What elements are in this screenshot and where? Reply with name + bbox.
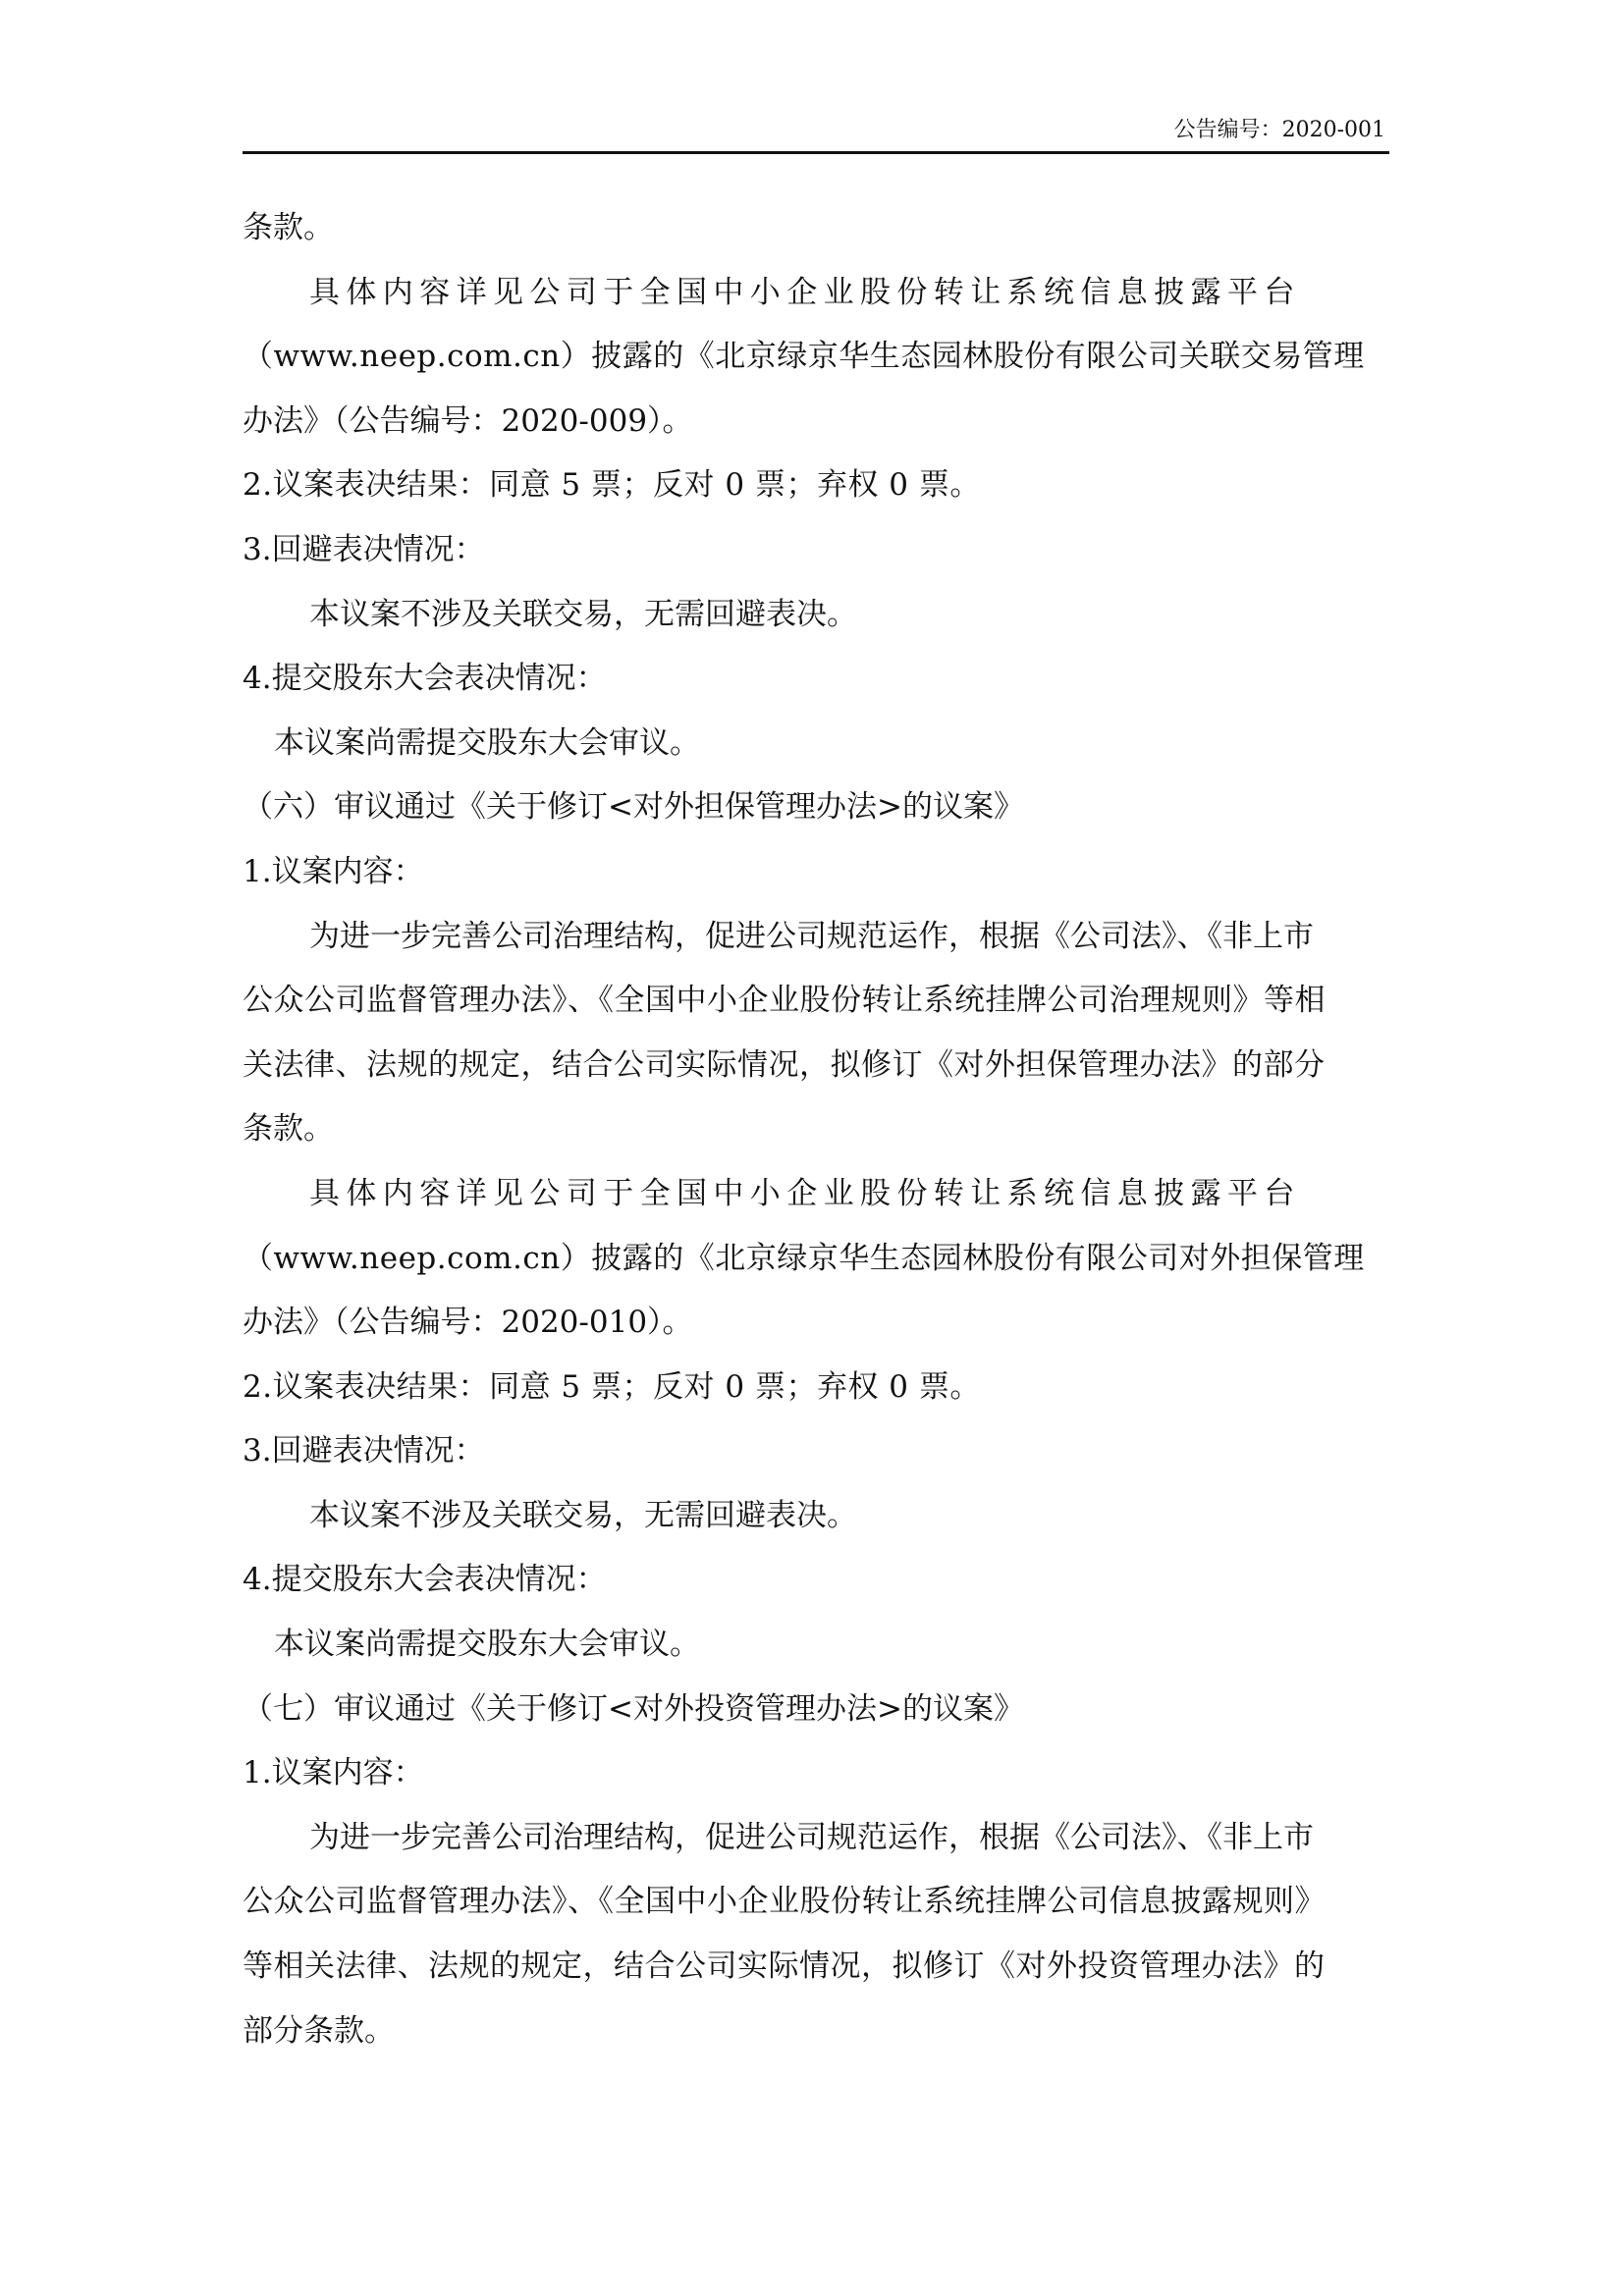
section-heading: 3.回避表决情况： bbox=[243, 531, 485, 567]
section-heading: 4.提交股东大会表决情况： bbox=[243, 661, 607, 697]
document-body bbox=[243, 196, 1389, 2063]
paragraph-line: 条款。 bbox=[243, 1111, 334, 1148]
section-heading: 1.议案内容： bbox=[243, 1755, 424, 1791]
paragraph-line: 为进一步完善公司治理结构，促进公司规范运作，根据《公司法》、《非上市 bbox=[309, 1819, 1314, 1855]
paragraph-line: 关法律、法规的规定，结合公司实际情况，拟修订《对外担保管理办法》的部分 bbox=[243, 1046, 1326, 1083]
paragraph-line: 为进一步完善公司治理结构，促进公司规范运作，根据《公司法》、《非上市 bbox=[309, 918, 1314, 954]
announcement-number: 公告编号：2020-001 bbox=[1173, 118, 1385, 142]
paragraph-line: 等相关法律、法规的规定，结合公司实际情况，拟修订《对外投资管理办法》的 bbox=[243, 1949, 1326, 1985]
proposal-title: （七）审议通过《关于修订<对外投资管理办法>的议案》 bbox=[243, 1690, 1024, 1727]
paragraph-line: 条款。 bbox=[243, 210, 334, 245]
paragraph-line: 部分条款。 bbox=[243, 2012, 395, 2049]
paragraph-line: 公众公司监督管理办法》、《全国中小企业股份转让系统挂牌公司治理规则》等相 bbox=[243, 983, 1326, 1019]
vote-result: 2.议案表决结果：同意 5 票；反对 0 票；弃权 0 票。 bbox=[243, 1368, 981, 1405]
paragraph-line: 公众公司监督管理办法》、《全国中小企业股份转让系统挂牌公司信息披露规则》 bbox=[243, 1884, 1326, 1920]
vote-result: 2.议案表决结果：同意 5 票；反对 0 票；弃权 0 票。 bbox=[243, 467, 981, 504]
paragraph-line: 本议案尚需提交股东大会审议。 bbox=[274, 724, 700, 761]
section-heading: 3.回避表决情况： bbox=[243, 1433, 485, 1469]
paragraph-line: 办法》（公告编号：2020-009）。 bbox=[243, 402, 693, 439]
paragraph-line: （www.neep.com.cn）披露的《北京绿京华生态园林股份有限公司关联交易管理 bbox=[243, 339, 1365, 375]
section-heading: 4.提交股东大会表决情况： bbox=[243, 1562, 607, 1598]
paragraph-line: （www.neep.com.cn）披露的《北京绿京华生态园林股份有限公司对外担保管理 bbox=[243, 1240, 1365, 1276]
paragraph-line: 本议案尚需提交股东大会审议。 bbox=[274, 1627, 700, 1663]
proposal-title: （六）审议通过《关于修订<对外担保管理办法>的议案》 bbox=[243, 789, 1024, 826]
section-heading: 1.议案内容： bbox=[243, 853, 424, 889]
paragraph-line: 具体内容详见公司于全国中小企业股份转让系统信息披露平台 bbox=[309, 1175, 1301, 1211]
paragraph-line: 本议案不涉及关联交易，无需回避表决。 bbox=[309, 596, 857, 632]
page-header bbox=[243, 108, 1389, 154]
paragraph-line: 本议案不涉及关联交易，无需回避表决。 bbox=[309, 1497, 857, 1533]
paragraph-line: 办法》（公告编号：2020-010）。 bbox=[243, 1305, 693, 1341]
paragraph-line: 具体内容详见公司于全国中小企业股份转让系统信息披露平台 bbox=[309, 274, 1301, 310]
